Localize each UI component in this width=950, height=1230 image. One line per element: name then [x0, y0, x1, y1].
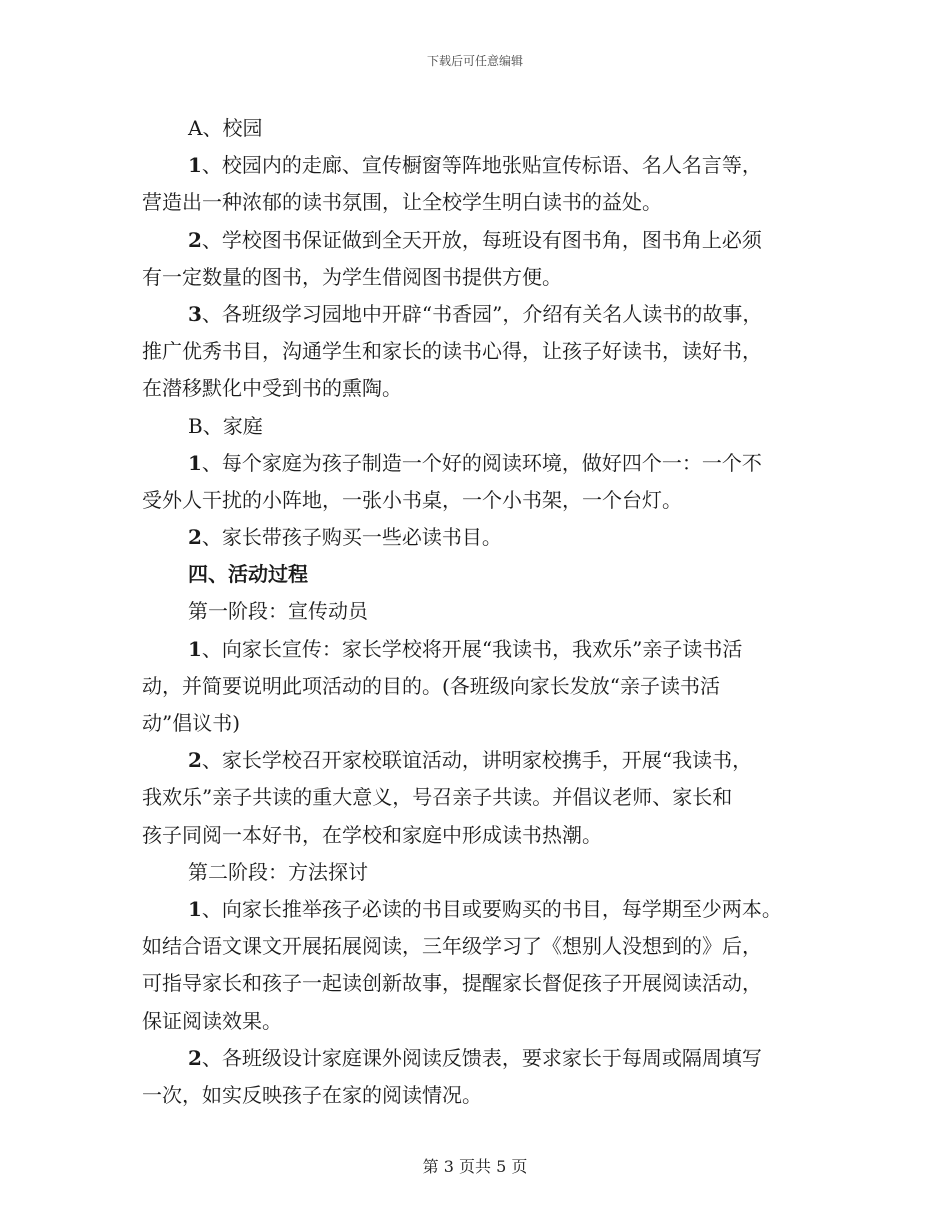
text-line: [142, 854, 814, 891]
item-number: 2: [188, 748, 202, 773]
line-text: 可指导家长和孩子一起读创新故事，提醒家长督促孩子开展阅读活动，: [142, 971, 762, 996]
text-line: [142, 891, 814, 928]
text-line: [142, 519, 814, 556]
text-line: [142, 147, 814, 184]
line-text: 在潜移默化中受到书的熏陶。: [142, 376, 402, 401]
line-text: 孩子同阅一本好书，在学校和家庭中形成读书热潮。: [142, 822, 602, 847]
line-text: 保证阅读效果。: [142, 1008, 282, 1033]
text-line: [142, 110, 814, 147]
text-line: [142, 259, 814, 296]
text-line: [142, 593, 814, 630]
line-text: 、向家长推举孩子必读的书目或要购买的书目，每学期至少两本。: [201, 896, 782, 921]
item-number: 2: [188, 1045, 202, 1070]
line-text: 营造出一种浓郁的读书氛围，让全校学生明白读书的益处。: [142, 190, 662, 215]
line-text: 有一定数量的图书，为学生借阅图书提供方便。: [142, 264, 562, 289]
text-line: [142, 705, 814, 742]
item-number: 1: [188, 636, 202, 661]
item-number: 2: [188, 525, 202, 550]
line-text: B、家庭: [188, 413, 263, 438]
line-text: 第一阶段：宣传动员: [188, 599, 368, 624]
line-text: 四、活动过程: [188, 562, 308, 587]
line-text: 我欢乐”亲子共读的重大意义，号召亲子共读。并倡议老师、家长和: [142, 785, 733, 810]
line-text: 推广优秀书目，沟通学生和家长的读书心得，让孩子好读书，读好书，: [142, 339, 762, 364]
line-text: 、学校图书保证做到全天开放，每班设有图书角，图书角上必须: [201, 227, 762, 252]
text-line: [142, 1003, 814, 1040]
text-line: [142, 779, 814, 816]
text-line: [142, 408, 814, 445]
line-text: 、家长带孩子购买一些必读书目。: [201, 525, 502, 550]
item-number: 2: [188, 227, 202, 252]
text-line: [142, 184, 814, 221]
line-text: 、各班级学习园地中开辟“书香园”，介绍有关名人读书的故事，: [201, 301, 763, 326]
text-line: [142, 928, 814, 965]
text-line: [142, 222, 814, 259]
item-number: 3: [188, 301, 202, 326]
item-number: 1: [188, 450, 202, 475]
line-text: 、家长学校召开家校联谊活动，讲明家校携手，开展“我读书，: [201, 748, 753, 773]
line-text: A、校园: [188, 116, 263, 140]
line-text: 如结合语文课文开展拓展阅读，三年级学习了《想别人没想到的》后，: [142, 934, 762, 959]
text-line: [142, 296, 814, 333]
page-footer: 第 3 页共 5 页: [422, 1157, 528, 1176]
text-line: [142, 631, 814, 668]
item-number: 1: [188, 896, 202, 921]
item-number: 1: [188, 153, 202, 178]
document-body: [142, 110, 814, 1114]
line-text: 、每个家庭为孩子制造一个好的阅读环境，做好四个一：一个不: [201, 450, 762, 475]
text-line: [142, 370, 814, 407]
line-text: 、校园内的走廊、宣传橱窗等阵地张贴宣传标语、名人名言等，: [201, 153, 762, 178]
text-line: [142, 742, 814, 779]
text-line: [142, 965, 814, 1002]
line-text: 第二阶段：方法探讨: [188, 859, 368, 884]
line-text: 一次，如实反映孩子在家的阅读情况。: [142, 1082, 482, 1107]
text-line: [142, 445, 814, 482]
text-line: [142, 482, 814, 519]
line-text: 动，并简要说明此项活动的目的。(各班级向家长发放“亲子读书活: [142, 673, 721, 698]
section-heading: [142, 556, 814, 593]
line-text: 、各班级设计家庭课外阅读反馈表，要求家长于每周或隔周填写: [201, 1045, 762, 1070]
text-line: [142, 1040, 814, 1077]
text-line: [142, 1077, 814, 1114]
text-line: [142, 333, 814, 370]
text-line: [142, 668, 814, 705]
text-line: [142, 817, 814, 854]
page-header: 下载后可任意编辑: [426, 54, 523, 68]
line-text: 动”倡议书): [142, 711, 241, 735]
line-text: 、向家长宣传：家长学校将开展“我读书，我欢乐”亲子读书活: [201, 636, 743, 661]
line-text: 受外人干扰的小阵地，一张小书桌，一个小书架，一个台灯。: [142, 487, 682, 512]
